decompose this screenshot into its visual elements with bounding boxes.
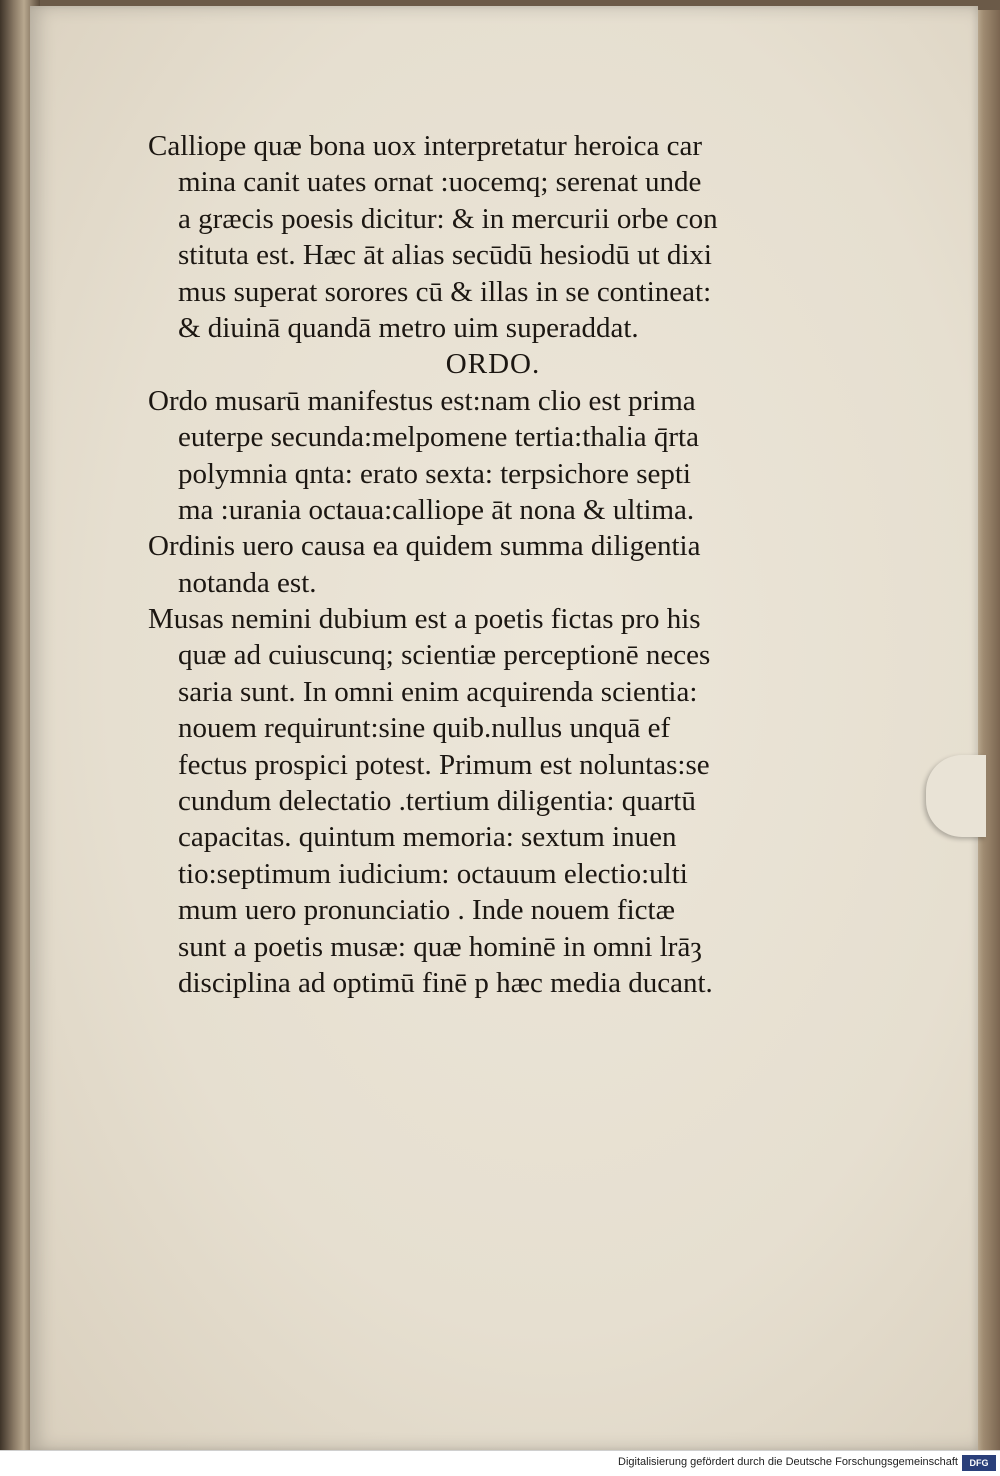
- text-line: Ordinis uero causa ea quidem summa diligentia: [148, 530, 701, 563]
- text-line: fectus prospici potest. Primum est noluntas:se: [178, 748, 710, 781]
- text-line: euterpe secunda:melpomene tertia:thalia q̄rta: [178, 421, 699, 454]
- text-line: quæ ad cuiuscunq; scientiæ perceptionē neces: [178, 639, 711, 672]
- text-line: saria sunt. In omni enim acquirenda scientia:: [178, 675, 698, 708]
- text-line: mina canit uates ornat :uocemq; serenat unde: [178, 166, 702, 199]
- page-clip: [926, 755, 986, 837]
- section-heading: ORDO.: [445, 348, 541, 381]
- text-line: ma :urania octaua:calliope āt nona & ultima.: [178, 493, 695, 526]
- text-line: & diuinā quandā metro uim superaddat.: [178, 311, 639, 344]
- text-line: Ordo musarū manifestus est:nam clio est prima: [148, 384, 696, 417]
- text-line: notanda est.: [178, 566, 317, 599]
- text-line: stituta est. Hæc āt alias secūdū hesiodū ut dixi: [178, 239, 712, 272]
- page-text: [148, 128, 758, 1001]
- text-line: Calliope quæ bona uox interpretatur heroica car: [148, 130, 703, 162]
- text-line: a græcis poesis dicitur: & in mercurii orbe con: [178, 202, 718, 235]
- dfg-logo[interactable]: DFG: [962, 1455, 996, 1471]
- text-line: mum uero pronunciatio . Inde nouem fictæ: [178, 894, 675, 927]
- text-line: tio:septimum iudicium: octauum electio:ulti: [178, 857, 688, 890]
- text-line: sunt a poetis musæ: quæ hominē in omni lrāȝ: [178, 930, 702, 963]
- text-line: cundum delectatio .tertium diligentia: quartū: [178, 785, 696, 818]
- text-line: nouem requirunt:sine quib.nullus unquā ef: [178, 712, 671, 745]
- text-line: disciplina ad optimū finē p hæc media ducant.: [178, 966, 713, 999]
- funding-credit: Digitalisierung gefördert durch die Deutsche Forschungsgemeinschaft: [618, 1456, 958, 1468]
- text-line: polymnia qnta: erato sexta: terpsichore septi: [178, 457, 691, 490]
- footer-bar: [0, 1450, 1000, 1476]
- text-line: Musas nemini dubium est a poetis fictas pro his: [148, 603, 701, 636]
- text-line: capacitas. quintum memoria: sextum inuen: [178, 821, 677, 854]
- text-line: mus superat sorores cū & illas in se contineat:: [178, 275, 712, 308]
